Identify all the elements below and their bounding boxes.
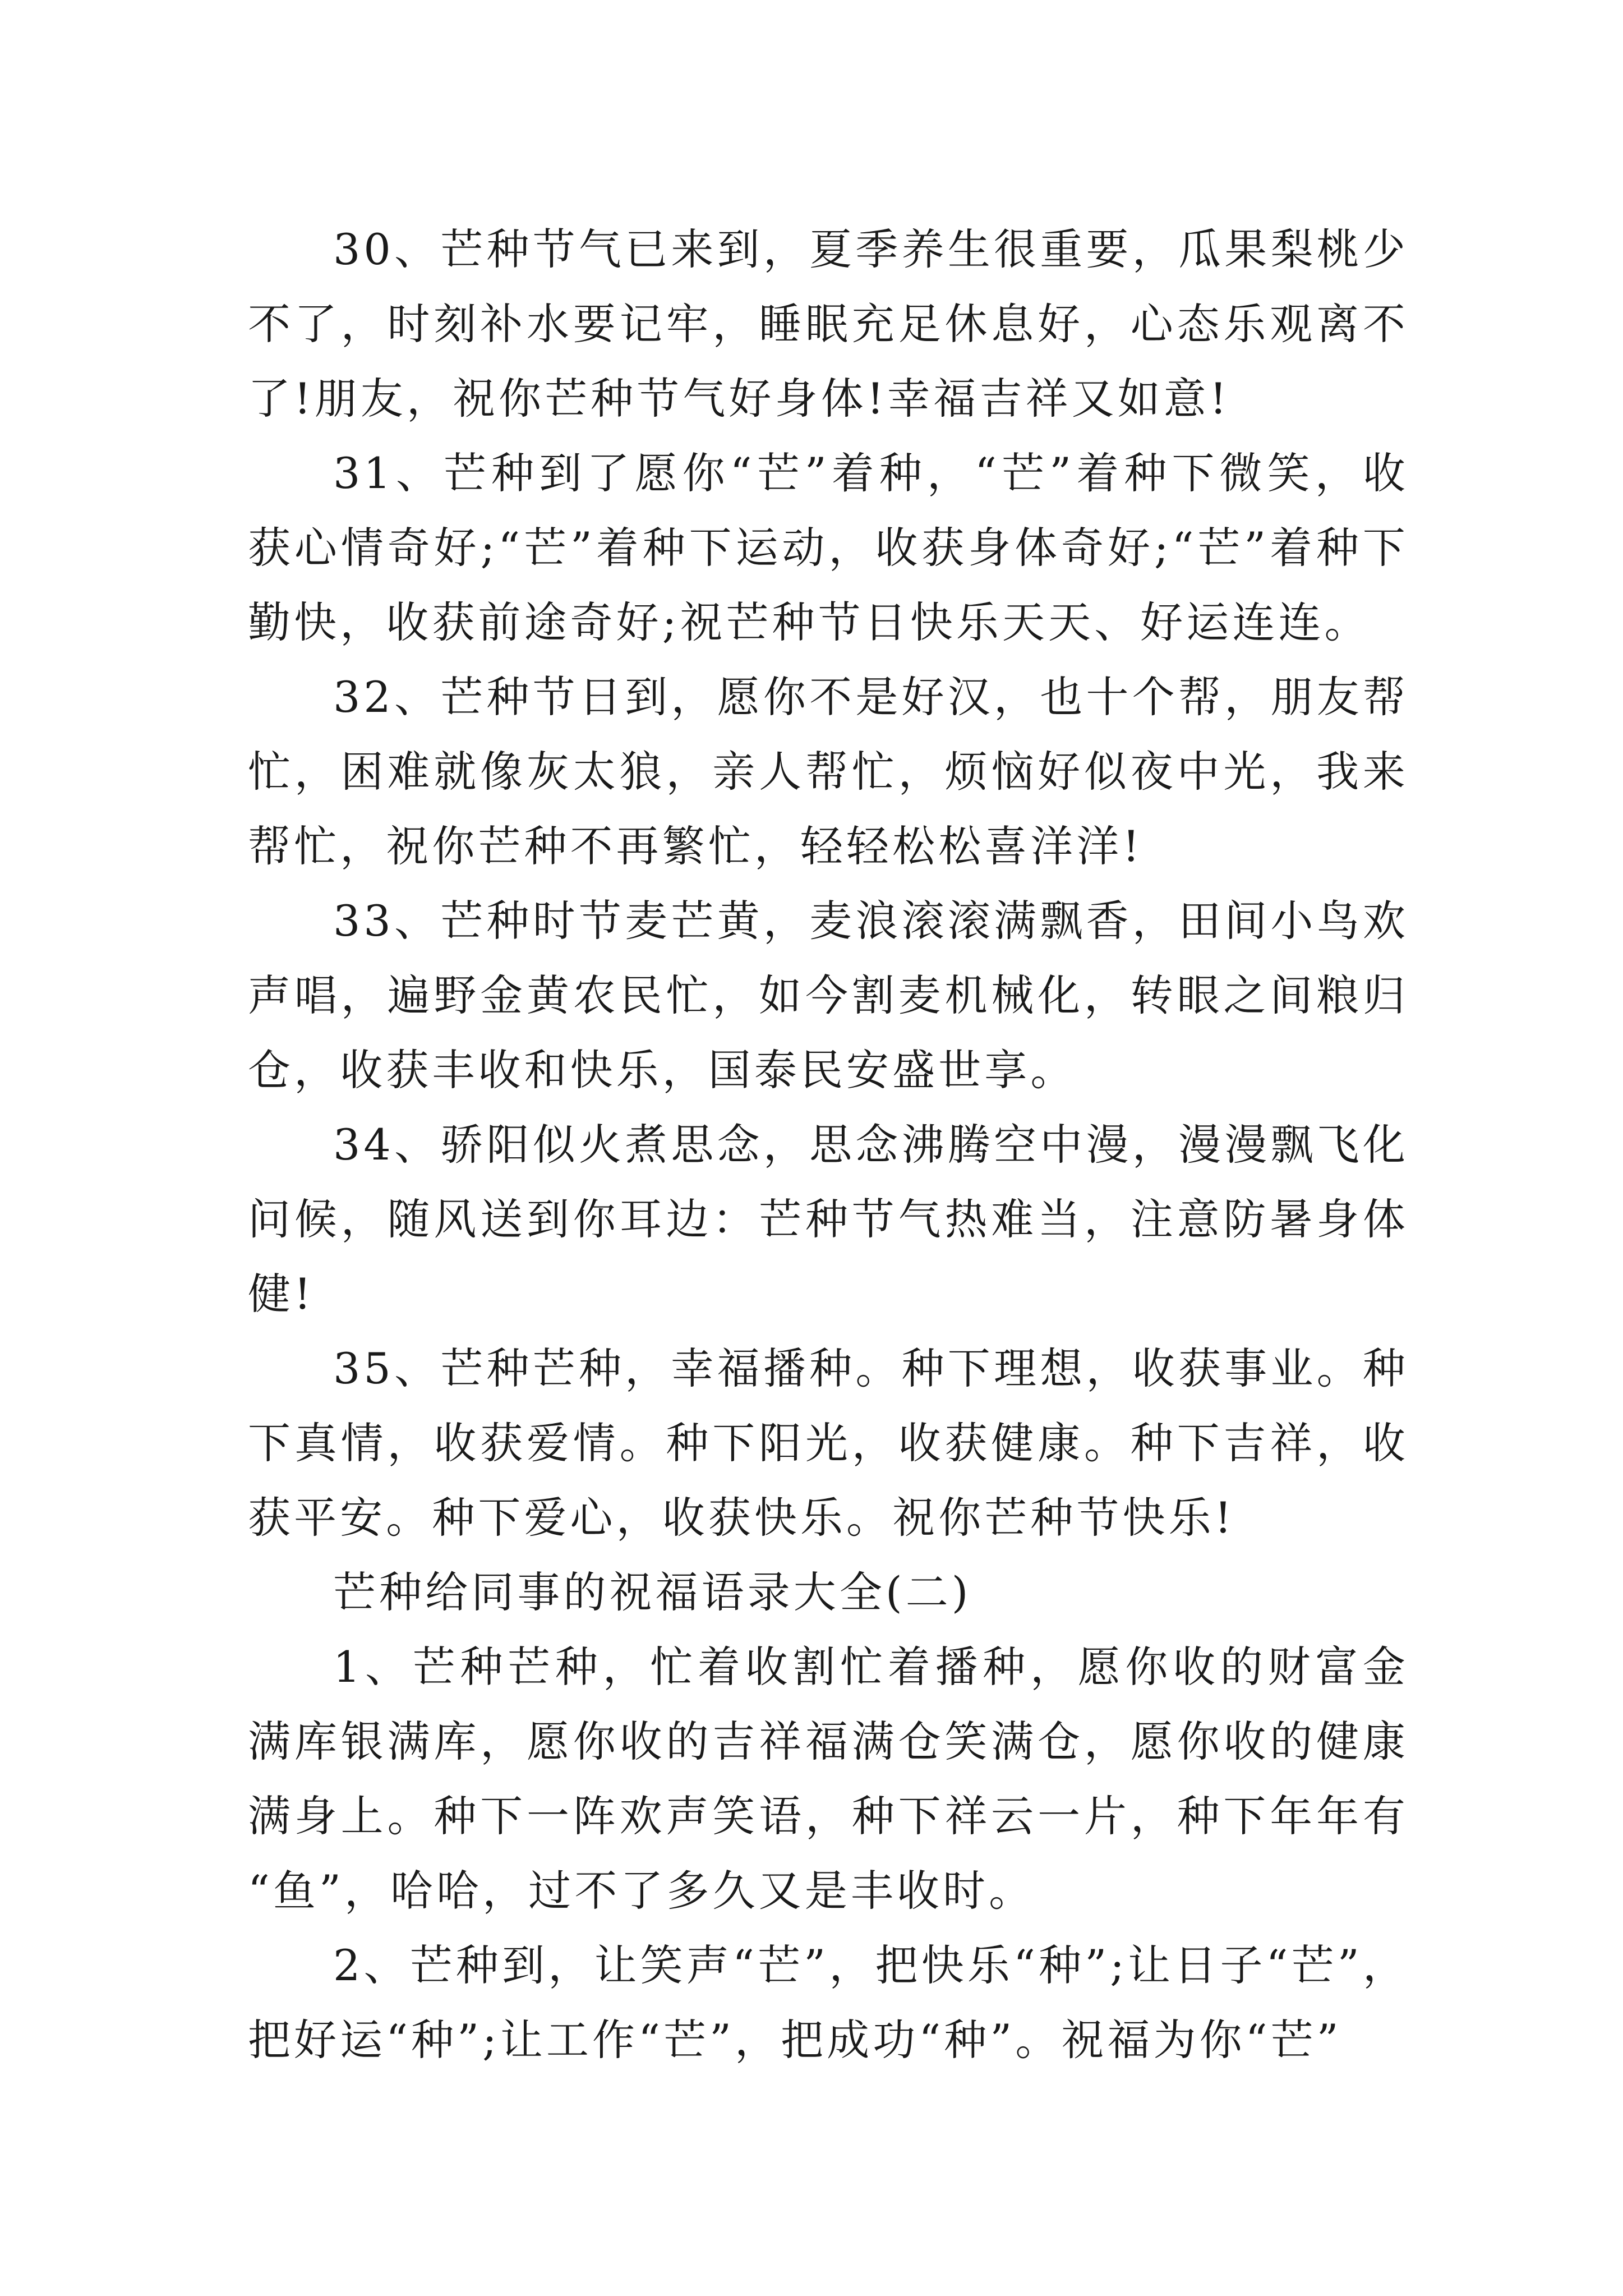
section-heading: 芒种给同事的祝福语录大全(二) [333,1567,972,1617]
paragraph-35: 35、芒种芒种，幸福播种。种下理想，收获事业。种下真情，收获爱情。种下阳光，收获健康。种下吉祥，收获平安。种下爱心，收获快乐。祝你芒种节快乐! [248,1343,1409,1543]
section-paragraph-1: 1、芒种芒种，忙着收割忙着播种，愿你收的财富金满库银满库，愿你收的吉祥福满仓笑满仓，愿你收的健康满身上。种下一阵欢声笑语，种下祥云一片，种下年年有“鱼”，哈哈，过不了多久又是丰收时。 [248,1642,1409,1916]
paragraph-33: 33、芒种时节麦芒黄，麦浪滚滚满飘香，田间小鸟欢声唱，遍野金黄农民忙，如今割麦机械化，转眼之间粮归仓，收获丰收和快乐，国泰民安盛世享。 [248,896,1409,1095]
section-paragraph-2: 2、芒种到，让笑声“芒”，把快乐“种”;让日子“芒”，把好运“种”;让工作“芒”，把成功“种”。祝福为你“芒” [248,1940,1409,2065]
paragraph-32: 32、芒种节日到，愿你不是好汉，也十个帮，朋友帮忙，困难就像灰太狼，亲人帮忙，烦恼好似夜中光，我来帮忙，祝你芒种不再繁忙，轻轻松松喜洋洋! [248,672,1409,871]
paragraph-30: 30、芒种节气已来到，夏季养生很重要，瓜果梨桃少不了，时刻补水要记牢，睡眠充足休息好，心态乐观离不了!朋友，祝你芒种节气好身体!幸福吉祥又如意! [248,224,1409,424]
document-body [248,212,1409,2077]
paragraph-34: 34、骄阳似火煮思念，思念沸腾空中漫，漫漫飘飞化问候，随风送到你耳边：芒种节气热难当，注意防暑身体健! [248,1120,1409,1319]
paragraph-31: 31、芒种到了愿你“芒”着种，“芒”着种下微笑，收获心情奇好;“芒”着种下运动，收获身体奇好;“芒”着种下勤快，收获前途奇好;祝芒种节日快乐天天、好运连连。 [248,448,1409,647]
